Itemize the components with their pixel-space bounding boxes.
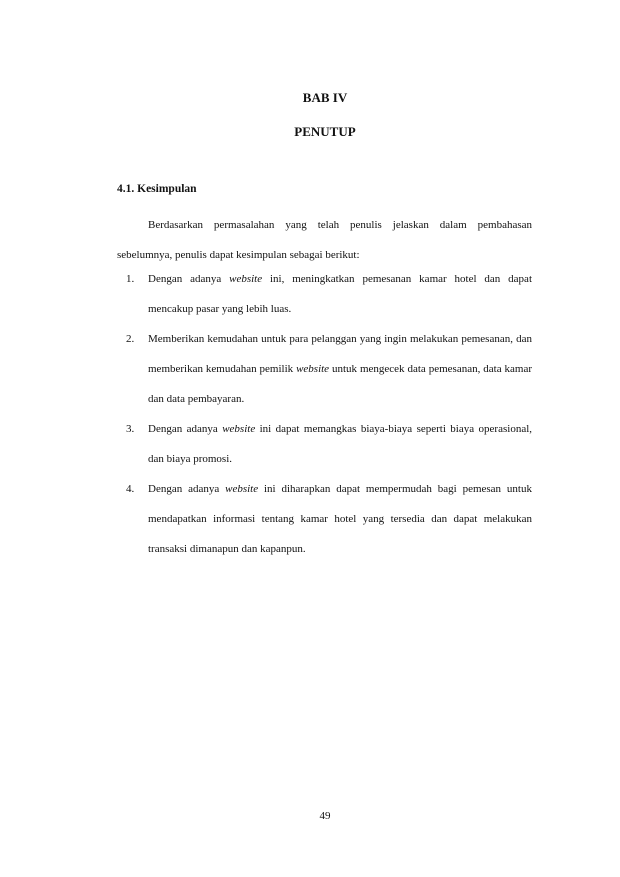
list-item — [117, 324, 532, 414]
list-item — [117, 264, 532, 324]
list-item-text: untuk mengecek data pemesanan, data kamar dan data pembayaran. — [148, 363, 532, 405]
list-item-text: ini dapat memangkas biaya-biaya seperti biaya operasional, dan biaya promosi. — [148, 423, 533, 465]
list-item-number: 4. — [126, 483, 135, 495]
list-item-text: ini diharapkan dapat mempermudah bagi pemesan untuk mendapatkan informasi tentang kamar hotel yang tersedia dan dapat melakukan transaksi dimanapun dan kapanpun. — [148, 483, 532, 555]
list-item-emphasis: website — [229, 273, 263, 285]
list-item-text: Memberikan kemudahan untuk para pelanggan yang ingin melakukan pemesanan, dan memberikan kemudahan pemilik — [148, 333, 532, 375]
list-item-number: 1. — [126, 273, 135, 285]
list-item-text: Dengan adanya — [148, 483, 226, 495]
list-item-emphasis: website — [222, 423, 256, 435]
section-heading: 4.1. Kesimpulan — [117, 183, 197, 195]
page-number: 49 — [319, 810, 331, 822]
conclusion-list — [117, 264, 532, 564]
list-item-number: 2. — [126, 333, 135, 345]
intro-paragraph: Berdasarkan permasalahan yang telah penulis jelaskan dalam pembahasan sebelumnya, penulis dapat kesimpulan sebagai berikut: — [117, 219, 532, 261]
list-item-text: Dengan adanya — [148, 273, 230, 285]
chapter-title: PENUTUP — [294, 124, 356, 139]
list-item-text: ini, meningkatkan pemesanan kamar hotel dan dapat mencakup pasar yang lebih luas. — [148, 273, 532, 315]
list-item — [117, 474, 532, 564]
list-item-number: 3. — [126, 423, 135, 435]
list-item — [117, 414, 532, 474]
list-item-text: Dengan adanya — [148, 423, 223, 435]
list-item-emphasis: website — [225, 483, 259, 495]
list-item-emphasis: website — [296, 363, 330, 375]
chapter-number: BAB IV — [302, 90, 348, 105]
